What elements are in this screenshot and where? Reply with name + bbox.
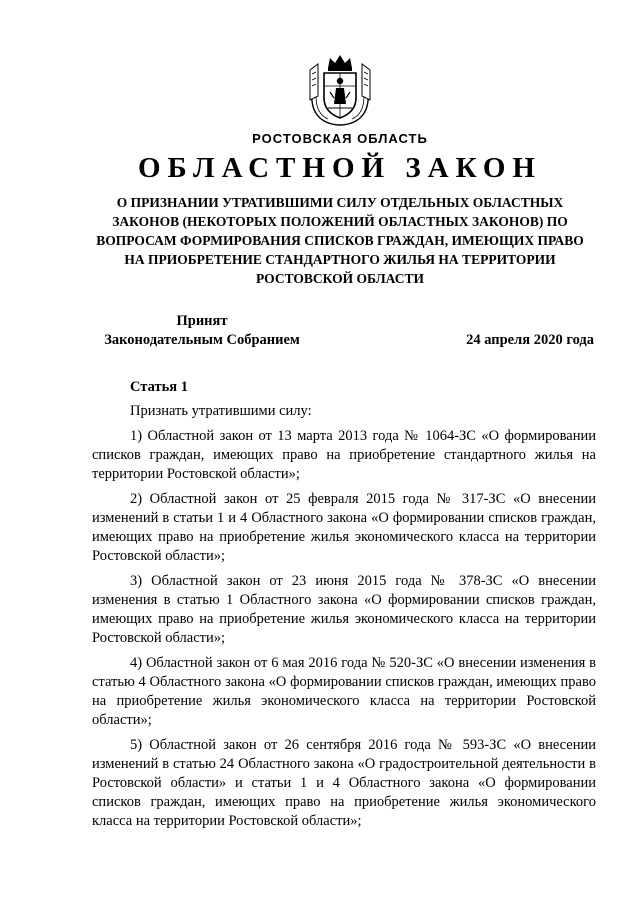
article-lead: Признать утратившими силу: [130, 403, 312, 419]
article-heading: Статья 1 [130, 379, 188, 395]
article-item: 4) Областной закон от 6 мая 2016 года № 520-ЗС «О внесении изменения в статью 4 Областного закона «О формировании списков граждан, имеющих право на приобретение жилья экономического класса на территории Ростовской области»; [92, 655, 596, 728]
article-item: 5) Областной закон от 26 сентября 2016 года № 593-ЗС «О внесении изменений в статью 24 Областного закона «О градостроительной деятельности в Ростовской области» и статьи 1 и 4 Областного закона «О формировании списков граждан, имеющих право на приобретение жилья экономического класса на территории Ростовской области»; [92, 737, 596, 829]
article-item: 1) Областной закон от 13 марта 2013 года № 1064-ЗС «О формировании списков граждан, имеющих право на приобретение стандартного жилья на территории Ростовской области»; [92, 428, 596, 482]
adoption-block [92, 312, 312, 350]
article-items [92, 427, 596, 837]
article-item: 2) Областной закон от 25 февраля 2015 года № 317-ЗС «О внесении изменений в статьи 1 и 4 Областного закона «О формировании списков граждан, имеющих право на приобретение жилья экономического класса на территории Ростовской области»; [92, 491, 596, 564]
law-subtitle: О ПРИЗНАНИИ УТРАТИВШИМИ СИЛУ ОТДЕЛЬНЫХ ОБЛАСТНЫХ ЗАКОНОВ (НЕКОТОРЫХ ПОЛОЖЕНИЙ ОБЛАСТНЫХ ЗАКОНОВ) ПО ВОПРОСАМ ФОРМИРОВАНИЯ СПИСКОВ ГРАЖДАН, ИМЕЮЩИХ ПРАВО НА ПРИОБРЕТЕНИЕ СТАНДАРТНОГО ЖИЛЬЯ НА ТЕРРИТОРИИ РОСТОВСКОЙ ОБЛАСТИ [96, 195, 584, 286]
adoption-line-adopted: Принят [176, 313, 228, 329]
adoption-date: 24 апреля 2020 года [466, 332, 594, 348]
article-item: 3) Областной закон от 23 июня 2015 года № 378-ЗС «О внесении изменения в статью 1 Областного закона «О формировании списков граждан, имеющих право на приобретение жилья экономического класса на территории Ростовской области»; [92, 573, 596, 646]
law-title: ОБЛАСТНОЙ ЗАКОН [138, 152, 542, 184]
adoption-line-body: Законодательным Собранием [104, 332, 300, 348]
region-name: РОСТОВСКАЯ ОБЛАСТЬ [252, 131, 428, 146]
rostov-oblast-coat-of-arms-icon [306, 52, 374, 128]
